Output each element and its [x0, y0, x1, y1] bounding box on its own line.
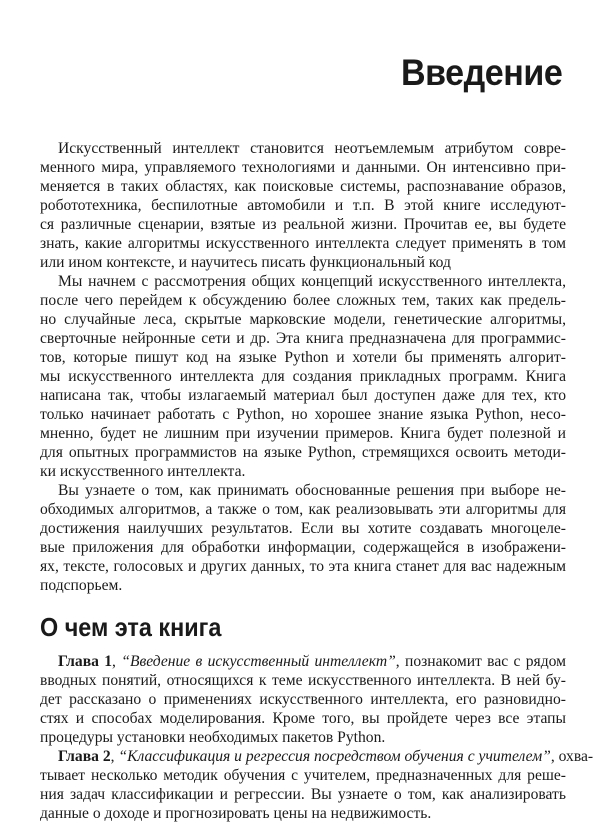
paragraph [40, 272, 566, 481]
text-line: робототехника, беспилотные автомобили и т.п. В этой книге исследуют- [40, 197, 566, 214]
text-line: но случайные леса, скрытые марковские модели, генетические алгоритмы, [40, 311, 566, 328]
chapter-label: Глава 2 [58, 748, 111, 765]
text-line: ся различные сценарии, взятые из реальной жизни. Прочитав ее, вы будете [40, 216, 566, 233]
text-line: тов, которые пишут код на языке Python и хотели бы применять алгорит- [40, 349, 566, 366]
text-line: стях и способах моделирования. Кроме того, вы пройдете через все этапы [40, 710, 566, 727]
chapter-list [40, 652, 594, 823]
paragraph [40, 481, 566, 595]
text-line: или ином контексте, и научитесь писать функциональный код [40, 254, 451, 271]
text-line [40, 652, 566, 671]
text-line: мненно, будет не лишним при изучении примеров. Книга будет полезной и [40, 425, 566, 442]
text-line: процедуры установки необходимых пакетов Python. [40, 729, 386, 746]
text-line: дет рассказано о применениях искусственного интеллекта, его разновидно- [40, 691, 566, 708]
text-span: , познакомит вас с рядом [395, 653, 567, 670]
chapter-name: “Классификация и регрессия посредством обучения с учителем” [118, 748, 551, 765]
chapter-name: “Введение в искусственный интеллект” [121, 653, 396, 670]
text-line: мы искусственного интеллекта для создания прикладных программ. Книга [40, 368, 566, 385]
chapter-paragraph [40, 652, 566, 747]
chapter-paragraph [40, 747, 594, 823]
text-line: ния задач классификации и регрессии. Вы узнаете о том, как анализировать [40, 786, 566, 803]
text-line: после чего перейдем к обсуждению более сложных тем, таких как предель- [40, 292, 566, 309]
chapter-label: Глава 1 [58, 653, 113, 670]
page-title: Введение [400, 52, 562, 93]
text-line: только начинает работать с Python, но хорошее знание языка Python, несо- [40, 406, 566, 423]
text-line: знать, какие алгоритмы искусственного интеллекта следует применять в том [40, 235, 566, 252]
paragraph [40, 139, 566, 272]
text-line: написана так, чтобы излагаемый материал был доступен даже для тех, кто [40, 387, 566, 404]
punctuation: , [112, 653, 122, 670]
section-heading: О чем эта книга [40, 612, 222, 642]
text-line: вые приложения для обработки информации, содержащейся в изображени- [40, 539, 566, 556]
text-line [40, 747, 594, 766]
text-line: Вы узнаете о том, как принимать обоснованные решения при выборе не- [58, 482, 566, 499]
text-line: меняется в таких областях, как поисковые системы, распознавание образов, [40, 178, 566, 195]
text-line: данные о доходе и прогнозировать цены на недвижимость. [40, 805, 432, 822]
text-span: , охва- [550, 748, 594, 765]
text-line: вводных понятий, относящихся к теме искусственного интеллекта. В ней бу- [40, 672, 566, 689]
text-line: подспорьем. [40, 577, 123, 594]
text-line: ки искусственного интеллекта. [40, 463, 246, 480]
text-line: сверточные нейронные сети и др. Эта книга предназначена для программис- [40, 330, 566, 347]
punctuation: , [110, 748, 119, 765]
intro-text [40, 139, 566, 595]
text-line: Мы начнем с рассмотрения общих концепций искусственного интеллекта, [58, 273, 566, 290]
text-line: ях, тексте, голосовых и других данных, то эта книга станет для вас надежным [40, 558, 566, 575]
text-line: обходимых алгоритмов, а также о том, как реализовывать эти алгоритмы для [40, 501, 566, 518]
text-line: менного мира, управляемого технологиями и данными. Он интенсивно при- [40, 159, 566, 176]
text-line: достижения наилучших результатов. Если вы хотите создавать многоцеле- [40, 520, 566, 537]
text-line: тывает несколько методик обучения с учителем, предназначенных для реше- [40, 767, 566, 784]
text-line: для опытных программистов на языке Python, стремящихся освоить методи- [40, 444, 566, 461]
text-line: Искусственный интеллект становится неотъемлемым атрибутом совре- [58, 140, 566, 157]
